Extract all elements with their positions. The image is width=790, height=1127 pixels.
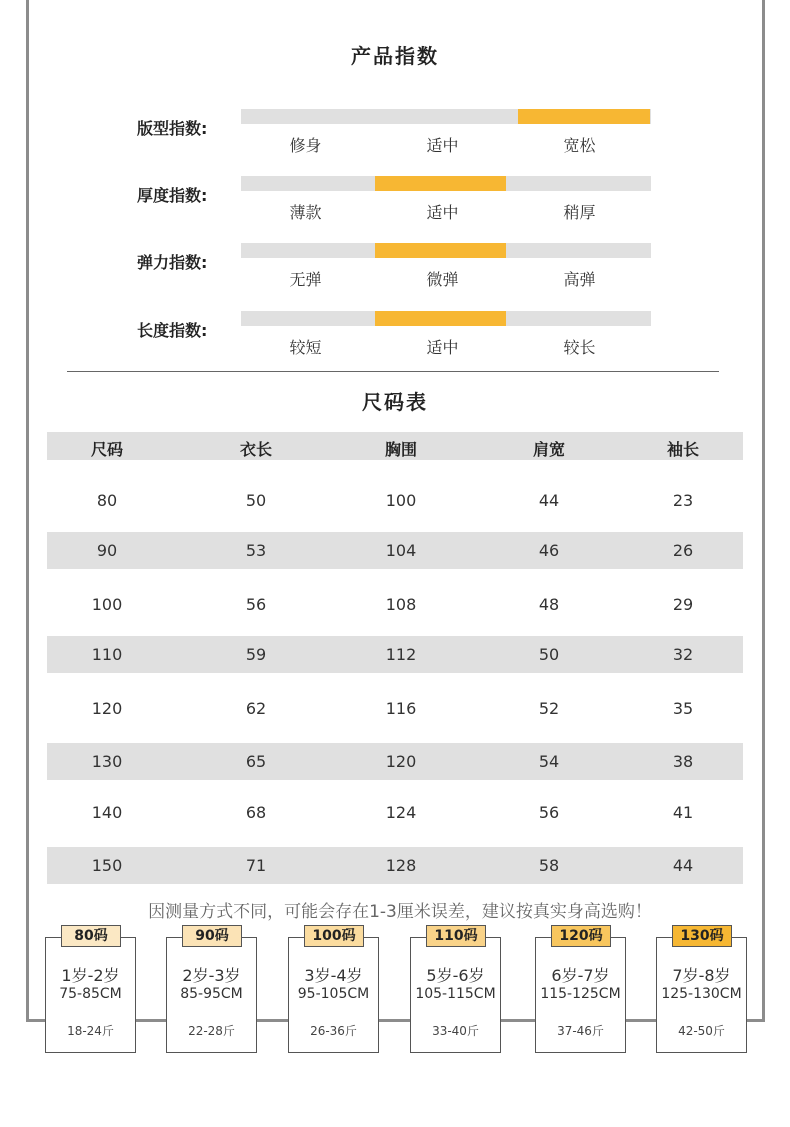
card-weight: 22-28斤 — [188, 1024, 235, 1038]
card-age: 2岁-3岁 — [182, 966, 241, 985]
table-row — [47, 532, 743, 569]
measurement-note: 因测量方式不同，可能会存在1-3厘米误差，建议按真实身高选购！ — [148, 902, 652, 922]
table-cell: 53 — [245, 541, 267, 560]
card-weight: 33-40斤 — [432, 1024, 479, 1038]
table-cell: 130 — [91, 752, 123, 771]
table-header-cell: 肩宽 — [532, 440, 565, 459]
table-header-cell: 衣长 — [239, 440, 272, 459]
card-age: 3岁-4岁 — [304, 966, 363, 985]
size-card — [410, 937, 501, 1053]
table-cell: 90 — [96, 541, 118, 560]
size-tag: 90码 — [182, 925, 242, 947]
table-cell: 116 — [385, 699, 417, 718]
size-tag: 100码 — [304, 925, 364, 947]
size-tag: 130码 — [672, 925, 732, 947]
table-cell: 110 — [91, 645, 123, 664]
index-option: 较短 — [289, 338, 322, 357]
index-row — [0, 176, 790, 236]
card-age: 6岁-7岁 — [551, 966, 610, 985]
table-cell: 44 — [538, 491, 560, 510]
table-cell: 46 — [538, 541, 560, 560]
index-row — [0, 243, 790, 303]
index-bar-selected — [375, 243, 506, 258]
index-label: 厚度指数: — [137, 186, 208, 205]
index-option: 较长 — [563, 338, 596, 357]
index-option: 无弹 — [289, 270, 322, 289]
size-tag: 120码 — [551, 925, 611, 947]
index-option: 适中 — [426, 136, 459, 155]
index-option: 高弹 — [563, 270, 596, 289]
table-cell: 50 — [245, 491, 267, 510]
table-cell: 48 — [538, 595, 560, 614]
table-cell: 68 — [245, 803, 267, 822]
table-cell: 108 — [385, 595, 417, 614]
table-cell: 140 — [91, 803, 123, 822]
table-cell: 120 — [91, 699, 123, 718]
table-cell: 104 — [385, 541, 417, 560]
table-header-cell: 尺码 — [90, 440, 123, 459]
size-tag: 110码 — [426, 925, 486, 947]
table-header-cell: 袖长 — [666, 440, 699, 459]
card-height: 105-115CM — [415, 986, 496, 1002]
size-card — [45, 937, 136, 1053]
index-bar-selected — [375, 176, 506, 191]
size-tag: 80码 — [61, 925, 121, 947]
size-card — [288, 937, 379, 1053]
table-cell: 44 — [672, 856, 694, 875]
table-cell: 35 — [672, 699, 694, 718]
table-row — [47, 743, 743, 780]
table-cell: 54 — [538, 752, 560, 771]
product-index-title: 产品指数 — [351, 44, 439, 68]
table-cell: 62 — [245, 699, 267, 718]
card-weight: 26-36斤 — [310, 1024, 357, 1038]
table-cell: 80 — [96, 491, 118, 510]
table-header-cell: 胸围 — [384, 440, 417, 459]
table-cell: 56 — [245, 595, 267, 614]
table-cell: 41 — [672, 803, 694, 822]
table-cell: 26 — [672, 541, 694, 560]
table-row — [47, 482, 743, 519]
size-table-header — [47, 432, 743, 460]
table-cell: 65 — [245, 752, 267, 771]
table-cell: 38 — [672, 752, 694, 771]
card-height: 125-130CM — [661, 986, 742, 1002]
table-cell: 120 — [385, 752, 417, 771]
index-label: 长度指数: — [137, 321, 208, 340]
table-row — [47, 636, 743, 673]
card-weight: 18-24斤 — [67, 1024, 114, 1038]
table-cell: 32 — [672, 645, 694, 664]
card-height: 85-95CM — [180, 986, 243, 1002]
card-height: 115-125CM — [540, 986, 621, 1002]
card-height: 95-105CM — [297, 986, 370, 1002]
index-bar-selected — [375, 311, 506, 326]
table-cell: 124 — [385, 803, 417, 822]
index-option: 适中 — [426, 338, 459, 357]
size-card — [535, 937, 626, 1053]
card-weight: 37-46斤 — [557, 1024, 604, 1038]
table-cell: 58 — [538, 856, 560, 875]
table-cell: 112 — [385, 645, 417, 664]
table-row — [47, 794, 743, 831]
table-row — [47, 586, 743, 623]
card-weight: 42-50斤 — [678, 1024, 725, 1038]
size-card — [166, 937, 257, 1053]
size-card — [656, 937, 747, 1053]
table-cell: 56 — [538, 803, 560, 822]
card-height: 75-85CM — [59, 986, 122, 1002]
card-age: 7岁-8岁 — [672, 966, 731, 985]
table-cell: 100 — [385, 491, 417, 510]
table-row — [47, 847, 743, 884]
frame-bottom-border — [26, 1019, 765, 1022]
index-option: 修身 — [289, 136, 322, 155]
table-cell: 59 — [245, 645, 267, 664]
table-cell: 23 — [672, 491, 694, 510]
table-cell: 29 — [672, 595, 694, 614]
index-label: 弹力指数: — [137, 253, 208, 272]
table-cell: 150 — [91, 856, 123, 875]
table-row — [47, 690, 743, 727]
index-label: 版型指数: — [137, 119, 208, 138]
index-option: 薄款 — [289, 203, 322, 222]
table-cell: 52 — [538, 699, 560, 718]
index-option: 适中 — [426, 203, 459, 222]
card-age: 5岁-6岁 — [426, 966, 485, 985]
index-row — [0, 311, 790, 371]
table-cell: 128 — [385, 856, 417, 875]
section-divider — [67, 371, 719, 372]
index-bar-selected — [518, 109, 650, 124]
index-row — [0, 109, 790, 169]
table-cell: 71 — [245, 856, 267, 875]
index-option: 宽松 — [563, 136, 596, 155]
table-cell: 100 — [91, 595, 123, 614]
size-table-title: 尺码表 — [362, 390, 428, 414]
card-age: 1岁-2岁 — [61, 966, 120, 985]
table-cell: 50 — [538, 645, 560, 664]
index-option: 稍厚 — [563, 203, 596, 222]
index-option: 微弹 — [426, 270, 459, 289]
